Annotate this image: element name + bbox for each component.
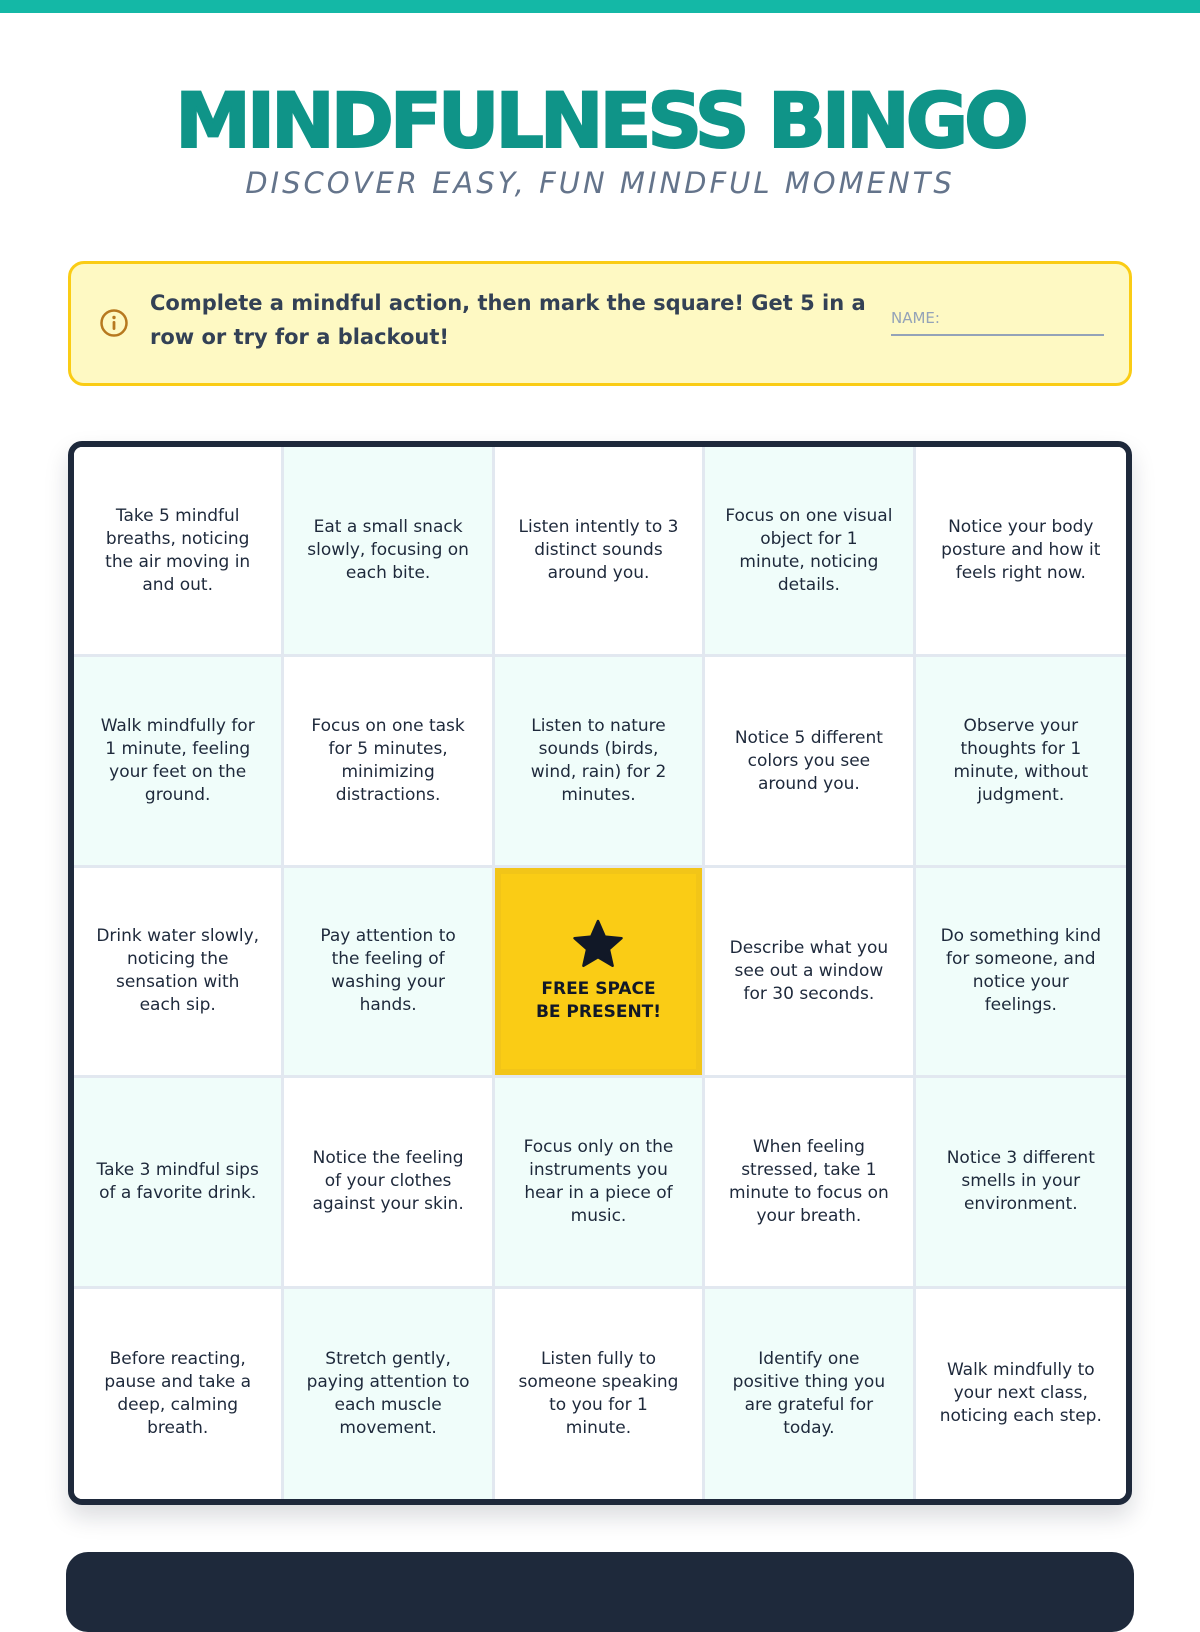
free-space-sublabel: BE PRESENT!: [535, 1002, 662, 1023]
bingo-cell[interactable]: Take 3 mindful sips of a favorite drink.: [74, 1078, 284, 1288]
bingo-cell[interactable]: Listen to nature sounds (birds, wind, rain) for 2 minutes.: [495, 657, 705, 867]
bingo-cell[interactable]: Describe what you see out a window for 30 seconds.: [705, 868, 915, 1078]
bingo-cell[interactable]: Identify one positive thing you are grateful for today.: [705, 1289, 915, 1499]
bingo-cell[interactable]: Drink water slowly, noticing the sensation with each sip.: [74, 868, 284, 1078]
bingo-cell[interactable]: Focus only on the instruments you hear in a piece of music.: [495, 1078, 705, 1288]
bingo-cell[interactable]: Walk mindfully for 1 minute, feeling your feet on the ground.: [74, 657, 284, 867]
bingo-cell[interactable]: Walk mindfully to your next class, noticing each step.: [916, 1289, 1126, 1499]
bingo-cell[interactable]: Focus on one visual object for 1 minute, noticing details.: [705, 447, 915, 657]
bingo-cell[interactable]: When feeling stressed, take 1 minute to focus on your breath.: [705, 1078, 915, 1288]
instructions-text: Complete a mindful action, then mark the square! Get 5 in a row or try for a blackout!: [150, 291, 866, 349]
free-space-cell[interactable]: [495, 868, 705, 1078]
bingo-board: [68, 441, 1132, 1505]
bingo-cell[interactable]: Notice 5 different colors you see around you.: [705, 657, 915, 867]
page-title: MINDFULNESS BINGO: [175, 76, 1025, 165]
info-icon: [99, 308, 129, 338]
bingo-cell[interactable]: Notice your body posture and how it feels right now.: [916, 447, 1126, 657]
bingo-cell[interactable]: Notice 3 different smells in your environment.: [916, 1078, 1126, 1288]
bingo-cell[interactable]: Pay attention to the feeling of washing your hands.: [284, 868, 494, 1078]
bingo-cell[interactable]: Eat a small snack slowly, focusing on each bite.: [284, 447, 494, 657]
bingo-cell[interactable]: Notice the feeling of your clothes against your skin.: [284, 1078, 494, 1288]
bingo-cell[interactable]: Listen fully to someone speaking to you for 1 minute.: [495, 1289, 705, 1499]
bingo-cell[interactable]: Take 5 mindful breaths, noticing the air moving in and out.: [74, 447, 284, 657]
free-space-label: FREE SPACE: [541, 979, 656, 1000]
bingo-cell[interactable]: Listen intently to 3 distinct sounds around you.: [495, 447, 705, 657]
star-icon: [572, 918, 624, 970]
instructions-box: [68, 261, 1132, 386]
page-subtitle: DISCOVER EASY, FUN MINDFUL MOMENTS: [245, 166, 955, 200]
name-input[interactable]: [891, 308, 1104, 336]
bingo-cell[interactable]: Observe your thoughts for 1 minute, without judgment.: [916, 657, 1126, 867]
footer-panel: [66, 1552, 1134, 1632]
bingo-cell[interactable]: Stretch gently, paying attention to each muscle movement.: [284, 1289, 494, 1499]
top-accent-bar: [0, 0, 1200, 13]
bingo-cell[interactable]: Before reacting, pause and take a deep, calming breath.: [74, 1289, 284, 1499]
bingo-cell[interactable]: Focus on one task for 5 minutes, minimizing distractions.: [284, 657, 494, 867]
bingo-cell[interactable]: Do something kind for someone, and notice your feelings.: [916, 868, 1126, 1078]
